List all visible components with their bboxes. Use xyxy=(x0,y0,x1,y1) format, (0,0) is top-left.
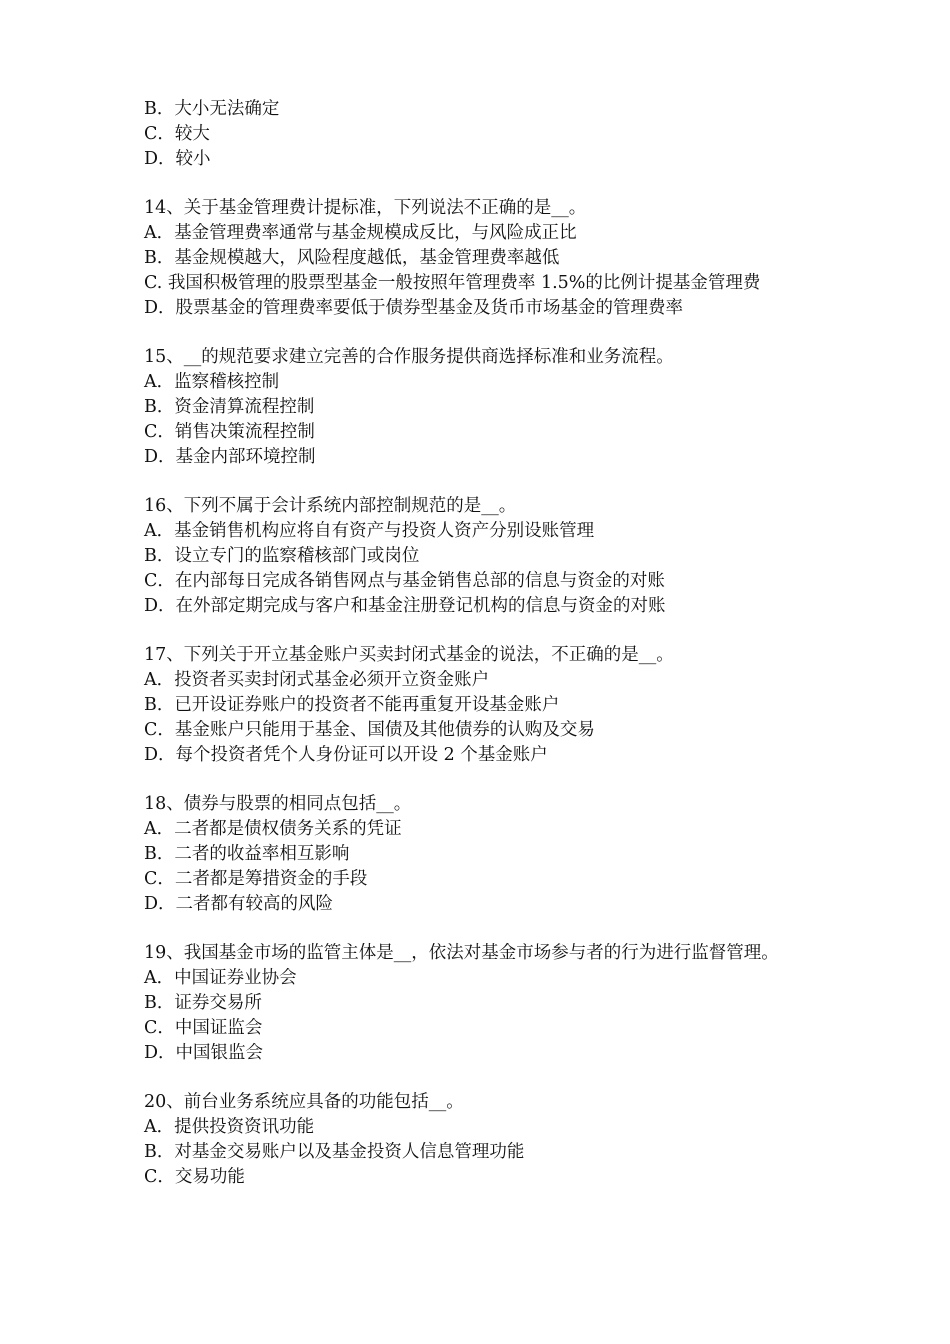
option-text: D．二者都有较高的风险 xyxy=(144,894,334,914)
question-text: 19、我国基金市场的监管主体是__，依法对基金市场参与者的行为进行监督管理。 xyxy=(144,943,779,963)
option-text: C．较大 xyxy=(144,124,210,144)
question-block xyxy=(144,494,824,619)
option-text: A．基金销售机构应将自有资产与投资人资产分别设账管理 xyxy=(144,521,595,541)
question-block xyxy=(144,196,824,321)
question-block xyxy=(144,792,824,917)
option-text: D．每个投资者凭个人身份证可以开设 2 个基金账户 xyxy=(144,745,548,765)
question-block xyxy=(144,941,824,1066)
option-text: B．大小无法确定 xyxy=(144,99,280,119)
option-text: D．较小 xyxy=(144,149,211,169)
document-page xyxy=(144,97,824,1190)
option-text: C．基金账户只能用于基金、国债及其他债券的认购及交易 xyxy=(144,720,595,740)
question-block xyxy=(144,643,824,768)
question-text: 14、关于基金管理费计提标准，下列说法不正确的是__。 xyxy=(144,198,587,218)
option-text: D．基金内部环境控制 xyxy=(144,447,316,467)
option-text: A．基金管理费率通常与基金规模成反比，与风险成正比 xyxy=(144,223,577,243)
question-block xyxy=(144,1090,824,1190)
option-text: C．二者都是筹措资金的手段 xyxy=(144,869,368,889)
question-text: 20、前台业务系统应具备的功能包括__。 xyxy=(144,1092,464,1112)
option-text: B．设立专门的监察稽核部门或岗位 xyxy=(144,546,420,566)
option-text: B．资金清算流程控制 xyxy=(144,397,315,417)
question-text: 16、下列不属于会计系统内部控制规范的是__。 xyxy=(144,496,517,516)
option-text: A．二者都是债权债务关系的凭证 xyxy=(144,819,402,839)
option-text: A．中国证券业协会 xyxy=(144,968,297,988)
option-text: D．中国银监会 xyxy=(144,1043,264,1063)
option-text: A．投资者买卖封闭式基金必须开立资金账户 xyxy=(144,670,490,690)
option-text: D．股票基金的管理费率要低于债券型基金及货币市场基金的管理费率 xyxy=(144,298,684,318)
option-text: B．对基金交易账户以及基金投资人信息管理功能 xyxy=(144,1142,525,1162)
question-text: 17、下列关于开立基金账户买卖封闭式基金的说法，不正确的是__。 xyxy=(144,645,674,665)
option-text: B．已开设证券账户的投资者不能再重复开设基金账户 xyxy=(144,695,560,715)
option-text: B．基金规模越大，风险程度越低，基金管理费率越低 xyxy=(144,248,560,268)
option-text: A．提供投资资讯功能 xyxy=(144,1117,315,1137)
option-text: C．销售决策流程控制 xyxy=(144,422,315,442)
question-text: 15、__的规范要求建立完善的合作服务提供商选择标准和业务流程。 xyxy=(144,347,674,367)
option-text: C．中国证监会 xyxy=(144,1018,263,1038)
question-block xyxy=(144,345,824,470)
question-block xyxy=(144,97,824,172)
option-text: B．证券交易所 xyxy=(144,993,262,1013)
question-text: 18、债券与股票的相同点包括__。 xyxy=(144,794,412,814)
option-text: C. 我国积极管理的股票型基金一般按照年管理费率 1.5%的比例计提基金管理费 xyxy=(144,273,761,293)
option-text: C．交易功能 xyxy=(144,1167,245,1187)
option-text: D．在外部定期完成与客户和基金注册登记机构的信息与资金的对账 xyxy=(144,596,666,616)
option-text: B．二者的收益率相互影响 xyxy=(144,844,350,864)
option-text: A．监察稽核控制 xyxy=(144,372,280,392)
option-text: C．在内部每日完成各销售网点与基金销售总部的信息与资金的对账 xyxy=(144,571,665,591)
